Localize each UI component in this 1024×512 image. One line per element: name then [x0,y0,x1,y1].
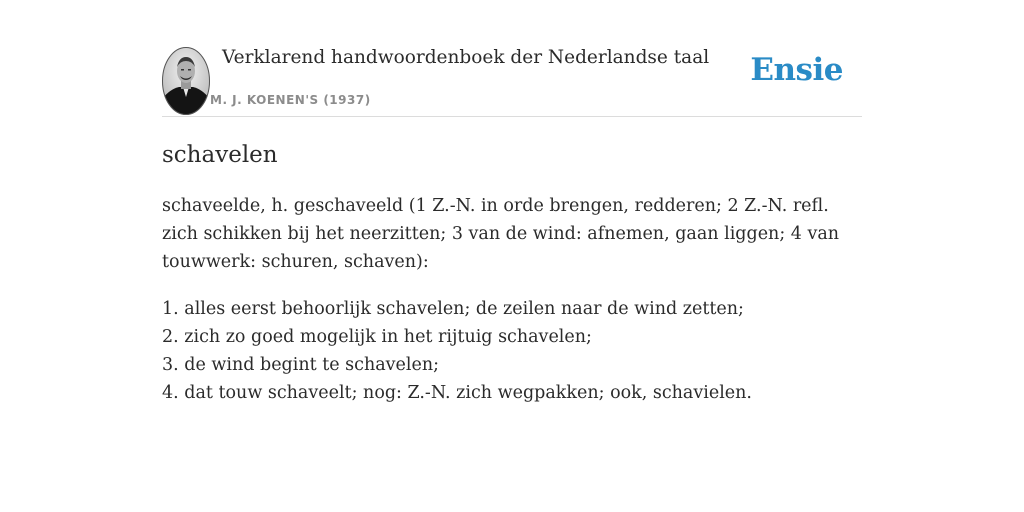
book-title: Verklarend handwoordenboek der Nederlandse taal [222,47,710,68]
example-item: 3. de wind begint te schavelen; [162,355,440,375]
example-item: 1. alles eerst behoorlijk schavelen; de zeilen naar de wind zetten; [162,299,744,319]
ensie-logo-link[interactable]: Ensie [750,52,843,88]
definition-text: schaveelde, h. geschaveeld (1 Z.-N. in orde brengen, redderen; 2 Z.-N. refl. zich schikken bij het neerzitten; 3 van de wind: afnemen, gaan liggen; 4 van touwwerk: schuren, schaven): [162,196,840,272]
example-list [162,295,862,407]
book-author: M. J. KOENEN'S (1937) [210,93,371,107]
example-item: 4. dat touw schaveelt; nog: Z.-N. zich wegpakken; ook, schavielen. [162,383,752,403]
dictionary-header [162,44,862,117]
headword: schavelen [162,142,278,168]
example-item: 2. zich zo goed mogelijk in het rijtuig schavelen; [162,327,592,347]
author-portrait-icon [162,47,210,115]
